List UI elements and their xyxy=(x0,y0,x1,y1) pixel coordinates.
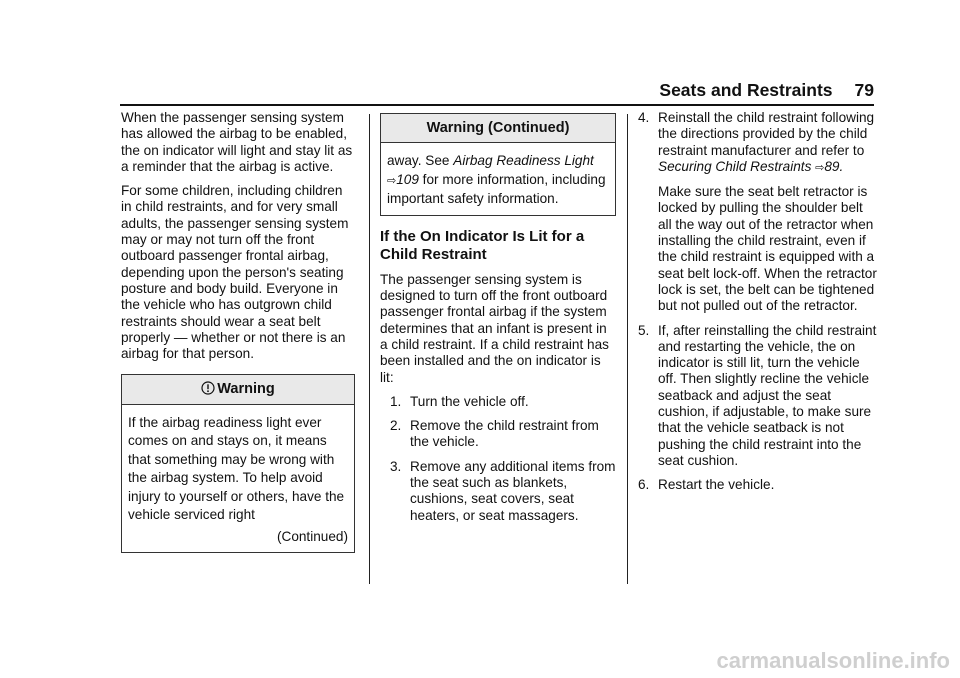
page-ref-icon: ⇨ xyxy=(815,161,825,174)
list-item: 4. Reinstall the child restraint following the directions provided by the child restraint manufacturer and refer to Securing Child Restraints ⇨89. Make sure the seat belt retractor is locked by pulling the shoulder belt all the way out of the retractor when installing the child restraint, even if the child restraint is equipped with a seat belt lock-off. When the retractor lock is set, the belt can be tightened but not pulled out of the retractor. xyxy=(638,110,877,314)
page-ref-icon: ⇨ xyxy=(387,174,397,187)
column-1 xyxy=(121,110,355,553)
page-number: 79 xyxy=(854,80,874,100)
page-ref[interactable]: 89 xyxy=(824,158,840,174)
warning-continued-body: away. See Airbag Readiness Light ⇨109 for more information, including important safety information. xyxy=(387,153,606,207)
header-rule xyxy=(120,104,874,106)
warning-title: Warning xyxy=(122,375,354,404)
list-item: 3. Remove any additional items from the seat such as blankets, cushions, seat covers, seat heaters, or seat massagers. xyxy=(390,458,616,523)
warning-box xyxy=(121,374,355,553)
list-item: 5. If, after reinstalling the child restraint and restarting the vehicle, the on indicator is still lit, turn the vehicle off. Then slightly recline the vehicle seatback and adjust the seat cushion, if adjustable, to make sure that the vehicle seatback is not pushing the child restraint into the seat cushion. xyxy=(638,322,877,468)
paragraph: Make sure the seat belt retractor is locked by pulling the shoulder belt all the way out of the retractor when installing the child restraint, even if the child restraint is equipped with a seat belt lock-off. When the retractor lock is set, the belt can be tightened but not pulled out of the retractor. xyxy=(658,184,877,314)
watermark: carmanualsonline.info xyxy=(716,648,950,673)
column-divider xyxy=(369,114,370,584)
cross-reference-link[interactable]: Airbag Readiness Light xyxy=(453,153,594,169)
warning-text: If the airbag readiness light ever comes on and stays on, it means that something may be wrong with the airbag system. To help avoid injury to yourself or others, have the vehicle serviced right xyxy=(128,414,345,523)
list-item: 1. Turn the vehicle off. xyxy=(390,393,529,409)
cross-reference-link[interactable]: Securing Child Restraints xyxy=(658,158,812,174)
warning-continued-title: Warning (Continued) xyxy=(381,114,615,143)
warning-continued-box xyxy=(380,113,616,216)
warning-body xyxy=(122,405,354,553)
paragraph: When the passenger sensing system has allowed the airbag to be enabled, the on indicator will light and stay lit as a reminder that the airbag is active. xyxy=(121,110,353,174)
steps-list xyxy=(638,110,878,494)
paragraph: For some children, including children in child restraints, and for very small adults, the passenger sensing system may or may not turn off the front outboard passenger frontal airbag, depending upon the person's seating posture and body build. Everyone in the vehicle who has outgrown child restraints should wear a seat belt properly — whether or not there is an airbag for that person. xyxy=(121,183,349,362)
continued-label: (Continued) xyxy=(276,528,348,544)
section-heading: If the On Indicator Is Lit for a Child Restraint xyxy=(380,227,585,263)
column-2 xyxy=(380,110,616,532)
list-item: 2. Remove the child restraint from the vehicle. xyxy=(390,418,599,450)
page-header xyxy=(659,80,874,101)
page-ref[interactable]: 109 xyxy=(396,171,419,187)
section-title: Seats and Restraints xyxy=(659,80,833,100)
warning-icon xyxy=(201,381,215,395)
list-item: 6. Restart the vehicle. xyxy=(638,477,775,493)
paragraph: The passenger sensing system is designed to turn off the front outboard passenger frontal airbag if the system determines that an infant is present in a child restraint. If a child restraint has been installed and the on indicator is lit: xyxy=(380,271,609,385)
column-divider xyxy=(627,114,628,584)
steps-list xyxy=(380,394,616,524)
column-3 xyxy=(638,110,878,502)
